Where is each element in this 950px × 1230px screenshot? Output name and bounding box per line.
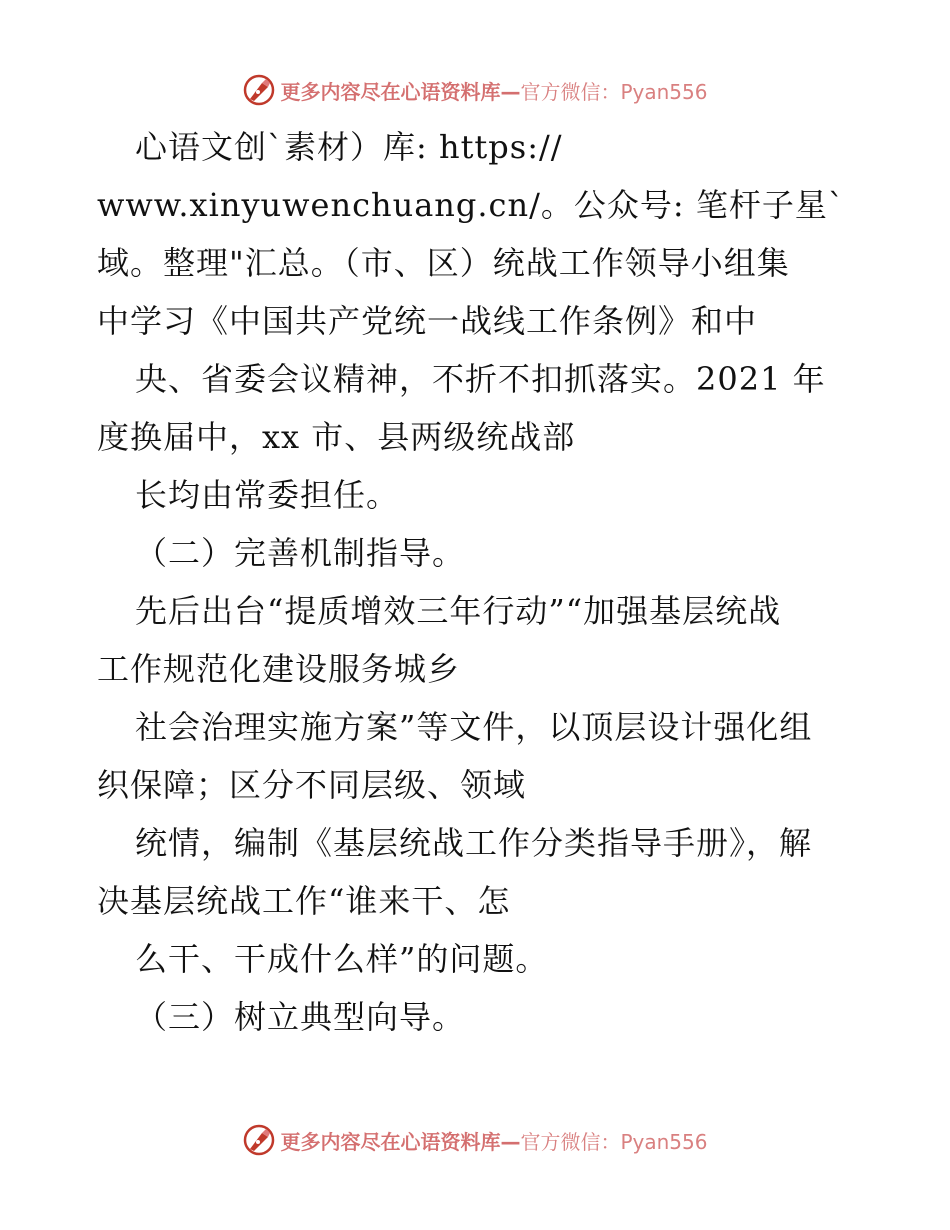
text-line: 社会治理实施方案”等文件，以顶层设计强化组 [135, 708, 813, 746]
text-line: 织保障；区分不同层级、领域 [97, 766, 527, 804]
watermark-text [280, 1126, 707, 1155]
section-heading: （三）树立典型向导。 [135, 998, 466, 1036]
text-line: 域。整理"汇总。（市、区）统战工作领导小组集 [97, 244, 790, 282]
watermark-text [280, 76, 707, 105]
text-line: 长均由常委担任。 [135, 476, 400, 514]
watermark-separator: — [500, 1129, 521, 1154]
text-line: 统情，编制《基层统战工作分类指导手册》，解 [135, 824, 813, 862]
footer-watermark [0, 1120, 950, 1160]
document-body [97, 118, 867, 1046]
watermark-main: 更多内容尽在心语资料库 [280, 1129, 501, 1154]
text-line: 心语文创`素材）库: https:// [135, 128, 563, 166]
watermark-contact: 官方微信：Pyan556 [520, 79, 708, 104]
watermark-contact: 官方微信：Pyan556 [520, 1129, 708, 1154]
text-line: 先后出台“提质增效三年行动”“加强基层统战 [135, 592, 782, 630]
text-line: www.xinyuwenchuang.cn/。公众号: 笔杆子星` [97, 186, 845, 224]
section-heading: （二）完善机制指导。 [135, 534, 466, 572]
text-line: 么干、干成什么样”的问题。 [135, 940, 549, 978]
text-line: 央、省委会议精神，不折不扣抓落实。2021 年 [135, 360, 826, 398]
pen-nib-logo-icon [242, 73, 276, 107]
watermark-separator: — [500, 79, 521, 104]
text-line: 度换届中，xx 市、县两级统战部 [97, 418, 576, 456]
text-line: 决基层统战工作“谁来干、怎 [97, 882, 511, 920]
text-line: 工作规范化建设服务城乡 [97, 650, 461, 688]
pen-nib-logo-icon [242, 1123, 276, 1157]
watermark-main: 更多内容尽在心语资料库 [280, 79, 501, 104]
text-line: 中学习《中国共产党统一战线工作条例》和中 [97, 302, 758, 340]
header-watermark [0, 70, 950, 110]
